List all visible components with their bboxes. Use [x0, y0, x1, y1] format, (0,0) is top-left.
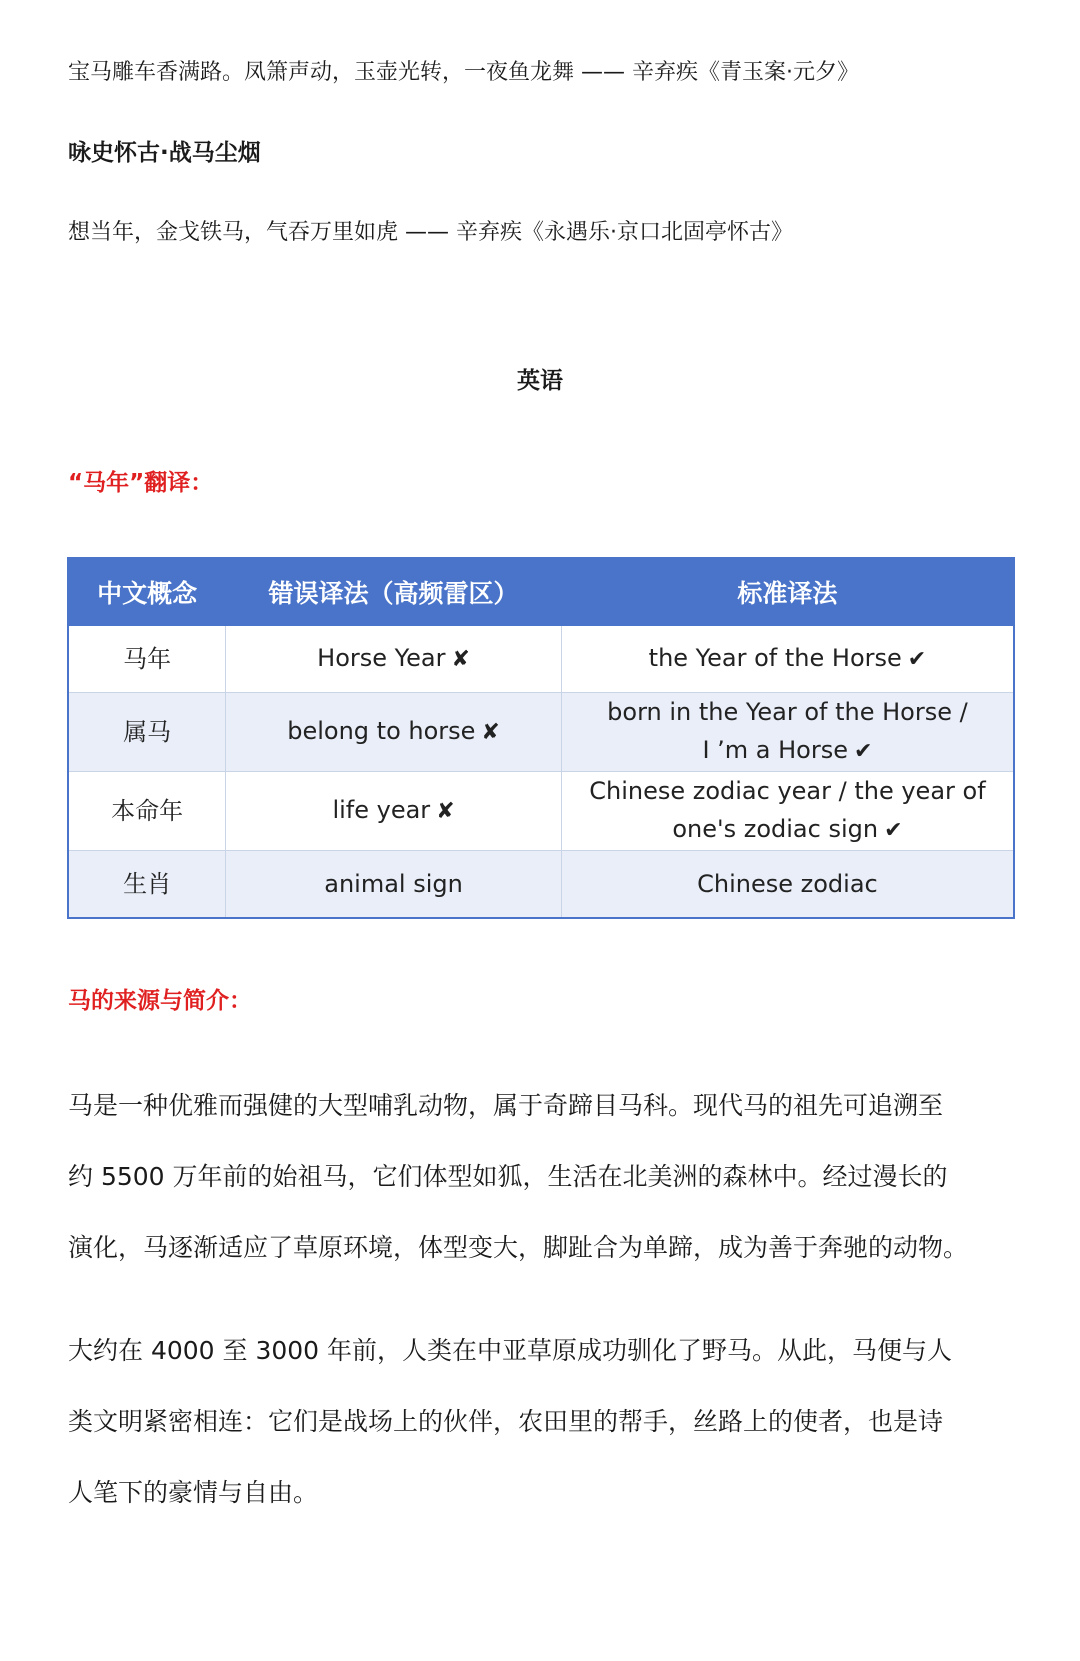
- check-icon: ✔: [884, 818, 903, 843]
- concept-cell: 生肖: [69, 851, 226, 918]
- correct-text-line-1: Chinese zodiac year / the year of: [589, 777, 986, 805]
- english-heading: 英语: [517, 368, 563, 394]
- wrong-text: belong to horse: [287, 717, 476, 745]
- correct-cell: [561, 693, 1013, 772]
- paragraph-line: 演化，马逐渐适应了草原环境，体型变大，脚趾合为单蹄，成为善于奔驰的动物。: [68, 1233, 969, 1262]
- poem-line-1: 宝马雕车香满路。凤箫声动，玉壶光转，一夜鱼龙舞 —— 辛弃疾《青玉案·元夕》: [68, 60, 859, 85]
- translation-title: “马年”翻译：: [68, 470, 214, 496]
- cross-icon: ✘: [436, 799, 455, 824]
- correct-text-line-2: I ’m a Horse: [702, 736, 848, 764]
- concept-cell: 本命年: [69, 772, 226, 851]
- origin-title: 马的来源与简介：: [68, 988, 252, 1014]
- correct-cell: [561, 772, 1013, 851]
- table-row: [69, 851, 1014, 918]
- cross-icon: ✘: [481, 720, 500, 745]
- table-row: [69, 626, 1014, 693]
- wrong-cell: [226, 693, 562, 772]
- paragraph-line: 大约在 4000 至 3000 年前，人类在中亚草原成功驯化了野马。从此，马便与人: [68, 1336, 953, 1365]
- header-wrong: 错误译法（高频雷区）: [226, 559, 562, 626]
- wrong-text: Horse Year: [317, 644, 446, 672]
- correct-text-line-2: one's zodiac sign: [672, 815, 879, 843]
- wrong-text: life year: [332, 796, 431, 824]
- correct-text-line-1: born in the Year of the Horse /: [607, 698, 968, 726]
- wrong-cell: [226, 772, 562, 851]
- paragraph-line: 人笔下的豪情与自由。: [68, 1478, 319, 1507]
- check-icon: ✔: [853, 739, 873, 764]
- check-icon: ✔: [907, 647, 927, 672]
- section-title-history: 咏史怀古·战马尘烟: [68, 140, 261, 166]
- paragraph-line: 约 5500 万年前的始祖马，它们体型如狐，生活在北美洲的森林中。经过漫长的: [68, 1162, 948, 1191]
- origin-paragraph-1: [68, 1070, 1018, 1283]
- wrong-cell: animal sign: [226, 851, 562, 918]
- concept-cell: 属马: [69, 693, 226, 772]
- table-row: [69, 693, 1014, 772]
- table-header-row: [69, 559, 1014, 626]
- header-concept: 中文概念: [69, 559, 226, 626]
- correct-text: the Year of the Horse: [648, 644, 902, 672]
- wrong-cell: [226, 626, 562, 693]
- correct-cell: Chinese zodiac: [561, 851, 1013, 918]
- correct-text-line-2-wrap: [568, 810, 1007, 850]
- correct-cell: [561, 626, 1013, 693]
- cross-icon: ✘: [451, 647, 470, 672]
- correct-text-line-2-wrap: [568, 731, 1007, 771]
- concept-cell: 马年: [69, 626, 226, 693]
- table-row: [69, 772, 1014, 851]
- paragraph-line: 马是一种优雅而强健的大型哺乳动物，属于奇蹄目马科。现代马的祖先可追溯至: [68, 1091, 944, 1120]
- header-correct: 标准译法: [561, 559, 1013, 626]
- paragraph-line: 类文明紧密相连：它们是战场上的伙伴，农田里的帮手，丝路上的使者，也是诗: [68, 1407, 944, 1436]
- translation-table: [68, 558, 1014, 918]
- poem-line-2: 想当年，金戈铁马，气吞万里如虎 —— 辛弃疾《永遇乐·京口北固亭怀古》: [68, 220, 793, 245]
- origin-paragraph-2: [68, 1315, 1018, 1528]
